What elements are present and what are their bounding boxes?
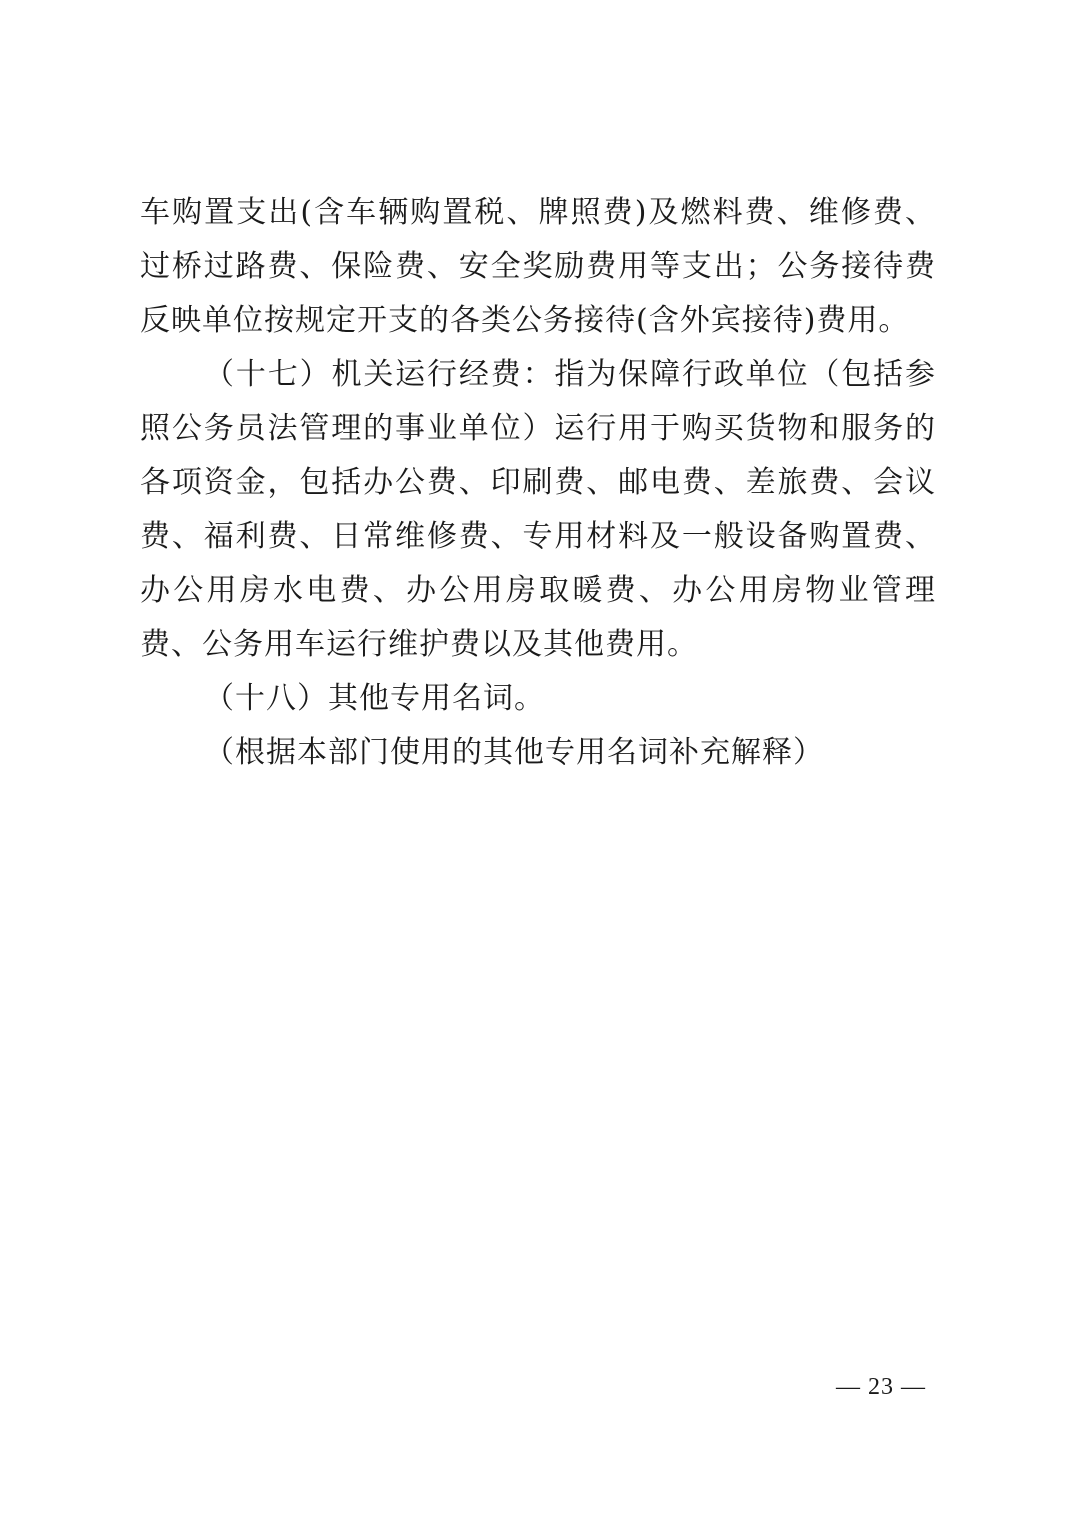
page-number: — 23 — — [836, 1374, 926, 1400]
paragraph-vehicle-and-reception-costs: 车购置支出(含车辆购置税、牌照费)及燃料费、维修费、过桥过路费、保险费、安全奖励费用等支出；公务接待费反映单位按规定开支的各类公务接待(含外宾接待)费用。 — [140, 195, 936, 338]
document-body — [140, 186, 936, 780]
paragraph-17-operating-expenses: （十七）机关运行经费：指为保障行政单位（包括参照公务员法管理的事业单位）运行用于购买货物和服务的各项资金，包括办公费、印刷费、邮电费、差旅费、会议费、福利费、日常维修费、专用材料及一般设备购置费、办公用房水电费、办公用房取暖费、办公用房物业管理费、公务用车运行维护费以及其他费用。 — [140, 357, 936, 662]
paragraph-18-other-terms: （十八）其他专用名词。 — [204, 681, 545, 716]
paragraph-supplementary-note: （根据本部门使用的其他专用名词补充解释） — [204, 735, 824, 770]
